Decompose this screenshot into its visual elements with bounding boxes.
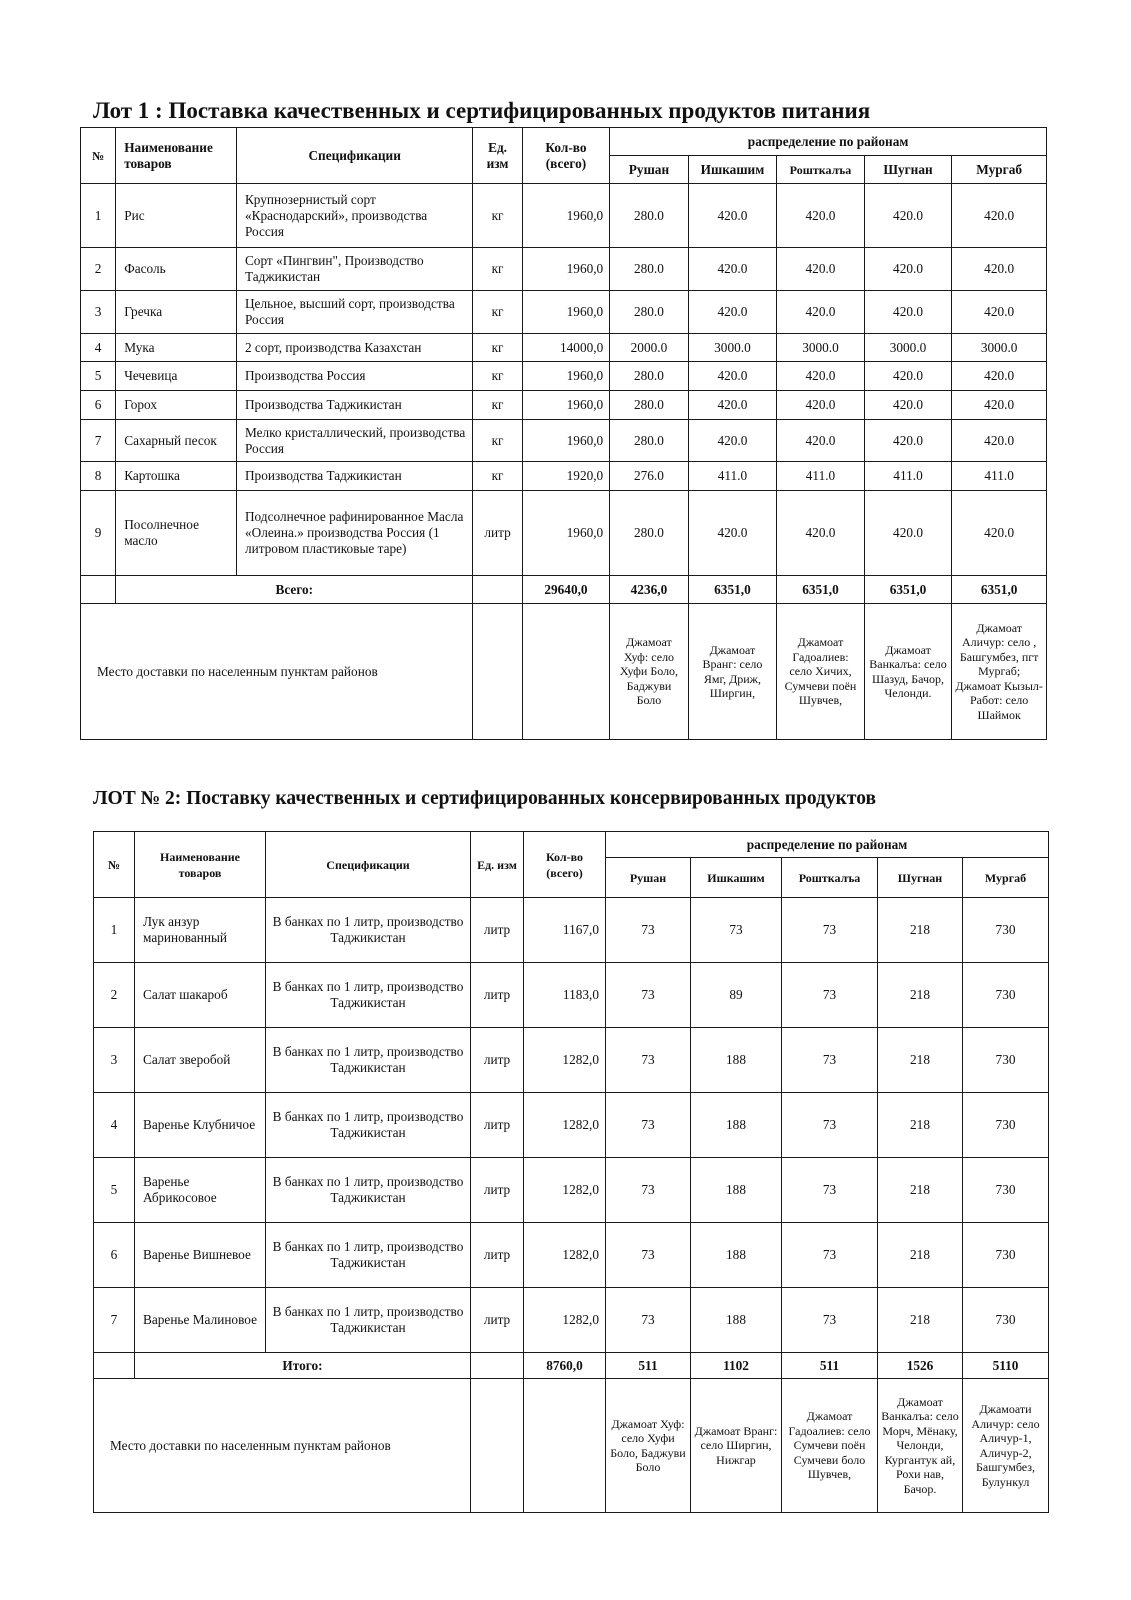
delivery-place: Джамоат Ванкалъа: село Шазуд, Бачор, Челонди. [864, 604, 952, 740]
row-name: Мука [116, 334, 237, 362]
row-dist: 73 [782, 1028, 878, 1093]
row-unit: кг [473, 462, 522, 491]
row-dist: 280.0 [610, 491, 688, 576]
row-spec: Сорт «Пингвин", Производство Таджикистан [236, 248, 472, 291]
row-qty: 1960,0 [522, 291, 610, 334]
row-unit: литр [471, 898, 524, 963]
row-name: Варенье Вишневое [135, 1223, 266, 1288]
header-name: Наименование товаров [135, 832, 266, 898]
row-dist: 730 [963, 1093, 1049, 1158]
row-spec: Мелко кристаллический, производства Россия [236, 420, 472, 462]
row-name: Варенье Клубничое [135, 1093, 266, 1158]
row-dist: 73 [606, 1158, 691, 1223]
row-qty: 1960,0 [522, 362, 610, 391]
row-dist: 73 [606, 1223, 691, 1288]
row-dist: 188 [691, 1158, 782, 1223]
row-dist: 3000.0 [864, 334, 952, 362]
row-dist: 420.0 [952, 248, 1047, 291]
row-dist: 73 [782, 1223, 878, 1288]
row-dist: 420.0 [688, 248, 777, 291]
row-qty: 1960,0 [522, 248, 610, 291]
row-spec: В банках по 1 литр, производство Таджикистан [266, 1223, 471, 1288]
row-qty: 1282,0 [524, 1093, 606, 1158]
row-dist: 73 [606, 963, 691, 1028]
table-row [94, 963, 1049, 1028]
row-dist: 73 [782, 1158, 878, 1223]
row-num: 6 [81, 391, 116, 420]
delivery-empty [522, 604, 610, 740]
row-dist: 188 [691, 1028, 782, 1093]
row-dist: 276.0 [610, 462, 688, 491]
row-dist: 420.0 [952, 184, 1047, 248]
row-dist: 730 [963, 1223, 1049, 1288]
row-dist: 218 [878, 1288, 963, 1353]
row-num: 1 [94, 898, 135, 963]
table-row [81, 491, 1047, 576]
row-spec: Цельное, высший сорт, производства Россия [236, 291, 472, 334]
row-name: Рис [116, 184, 237, 248]
row-num: 5 [94, 1158, 135, 1223]
row-unit: кг [473, 334, 522, 362]
row-name: Варенье Малиновое [135, 1288, 266, 1353]
row-unit: литр [471, 1093, 524, 1158]
row-dist: 420.0 [952, 491, 1047, 576]
table-row [81, 462, 1047, 491]
row-spec: В банках по 1 литр, производство Таджикистан [266, 898, 471, 963]
row-dist: 188 [691, 1288, 782, 1353]
row-dist: 218 [878, 1093, 963, 1158]
row-qty: 1282,0 [524, 1158, 606, 1223]
total-empty [471, 1353, 524, 1379]
header-qty: Кол-во (всего) [522, 128, 610, 184]
row-num: 1 [81, 184, 116, 248]
row-dist: 420.0 [688, 184, 777, 248]
row-num: 2 [94, 963, 135, 1028]
row-spec: Производства Таджикистан [236, 462, 472, 491]
total-dist: 6351,0 [864, 576, 952, 604]
row-dist: 420.0 [864, 420, 952, 462]
header-num: № [94, 832, 135, 898]
row-dist: 420.0 [777, 391, 865, 420]
row-qty: 1282,0 [524, 1288, 606, 1353]
row-dist: 411.0 [777, 462, 865, 491]
total-label: Итого: [135, 1353, 471, 1379]
row-name: Сахарный песок [116, 420, 237, 462]
row-dist: 73 [782, 963, 878, 1028]
table-row [94, 1093, 1049, 1158]
table-row [94, 1158, 1049, 1223]
row-dist: 420.0 [952, 362, 1047, 391]
lot1-title: Лот 1 : Поставка качественных и сертифицированных продуктов питания [93, 98, 871, 123]
row-name: Посолнечное масло [116, 491, 237, 576]
row-dist: 73 [782, 1093, 878, 1158]
row-dist: 280.0 [610, 248, 688, 291]
district-header: Ишкашим [691, 858, 782, 898]
row-dist: 411.0 [688, 462, 777, 491]
row-dist: 411.0 [952, 462, 1047, 491]
row-unit: кг [473, 248, 522, 291]
row-qty: 1282,0 [524, 1223, 606, 1288]
delivery-place: Джамоат Гадоалиев: село Хичих, Сумчеви поён Шувчев, [777, 604, 865, 740]
row-spec: В банках по 1 литр, производство Таджикистан [266, 1158, 471, 1223]
row-dist: 420.0 [952, 420, 1047, 462]
row-dist: 73 [606, 898, 691, 963]
row-unit: литр [471, 1028, 524, 1093]
row-unit: кг [473, 184, 522, 248]
row-dist: 3000.0 [777, 334, 865, 362]
district-header: Мургаб [963, 858, 1049, 898]
delivery-place: Джамоати Аличур: село Аличур-1, Аличур-2, Башгумбез, Булункул [963, 1379, 1049, 1513]
total-dist: 6351,0 [777, 576, 865, 604]
delivery-place: Джамоат Хуф: село Хуфи Боло, Баджуви Боло [606, 1379, 691, 1513]
row-num: 3 [81, 291, 116, 334]
row-dist: 188 [691, 1223, 782, 1288]
row-dist: 420.0 [688, 491, 777, 576]
row-num: 8 [81, 462, 116, 491]
row-name: Гречка [116, 291, 237, 334]
delivery-place: Джамоат Гадоалиев: село Сумчеви поён Сумчеви боло Шувчев, [782, 1379, 878, 1513]
row-dist: 420.0 [952, 391, 1047, 420]
row-name: Картошка [116, 462, 237, 491]
table-row [81, 291, 1047, 334]
row-dist: 420.0 [688, 362, 777, 391]
row-spec: Производства Таджикистан [236, 391, 472, 420]
row-dist: 730 [963, 1158, 1049, 1223]
total-dist: 511 [782, 1353, 878, 1379]
row-unit: кг [473, 391, 522, 420]
total-empty [94, 1353, 135, 1379]
district-header: Рошткалъа [777, 156, 865, 184]
row-qty: 1920,0 [522, 462, 610, 491]
row-dist: 73 [606, 1028, 691, 1093]
delivery-place: Джамоат Вранг: село Шиpгин, Нижгар [691, 1379, 782, 1513]
row-name: Фасоль [116, 248, 237, 291]
row-dist: 420.0 [864, 362, 952, 391]
row-dist: 420.0 [777, 420, 865, 462]
row-dist: 73 [782, 1288, 878, 1353]
header-unit: Ед. изм [473, 128, 522, 184]
row-qty: 14000,0 [522, 334, 610, 362]
row-name: Чечевица [116, 362, 237, 391]
row-dist: 420.0 [688, 420, 777, 462]
row-dist: 420.0 [952, 291, 1047, 334]
district-header: Шугнан [864, 156, 952, 184]
row-name: Салат шакароб [135, 963, 266, 1028]
row-dist: 2000.0 [610, 334, 688, 362]
total-qty: 29640,0 [522, 576, 610, 604]
row-num: 4 [81, 334, 116, 362]
district-header: Рошткалъа [782, 858, 878, 898]
row-dist: 73 [691, 898, 782, 963]
row-qty: 1960,0 [522, 184, 610, 248]
total-label: Всего: [116, 576, 473, 604]
row-dist: 218 [878, 963, 963, 1028]
district-header: Рушан [606, 858, 691, 898]
row-unit: кг [473, 420, 522, 462]
row-num: 7 [94, 1288, 135, 1353]
row-num: 9 [81, 491, 116, 576]
row-dist: 420.0 [688, 391, 777, 420]
row-dist: 280.0 [610, 362, 688, 391]
row-dist: 218 [878, 898, 963, 963]
table-row [94, 1223, 1049, 1288]
row-spec: В банках по 1 литр, производство Таджикистан [266, 1093, 471, 1158]
row-unit: литр [471, 1158, 524, 1223]
row-dist: 73 [606, 1093, 691, 1158]
row-dist: 218 [878, 1223, 963, 1288]
row-dist: 3000.0 [688, 334, 777, 362]
table-row [81, 334, 1047, 362]
row-num: 2 [81, 248, 116, 291]
lot2-title: ЛОТ № 2: Поставку качественных и сертифицированных консервированных продуктов [93, 788, 876, 809]
table-row [94, 1288, 1049, 1353]
delivery-empty [471, 1379, 524, 1513]
row-dist: 411.0 [864, 462, 952, 491]
lot1-table [80, 127, 1047, 740]
row-dist: 73 [782, 898, 878, 963]
row-qty: 1183,0 [524, 963, 606, 1028]
row-spec: Подсолнечное рафинированное Масла «Олеина.» производства Россия (1 литровом пластиковые таре) [236, 491, 472, 576]
row-dist: 218 [878, 1028, 963, 1093]
row-qty: 1960,0 [522, 491, 610, 576]
row-num: 6 [94, 1223, 135, 1288]
total-dist: 6351,0 [688, 576, 777, 604]
total-dist: 1102 [691, 1353, 782, 1379]
total-dist: 511 [606, 1353, 691, 1379]
delivery-row [81, 604, 1047, 740]
row-name: Горох [116, 391, 237, 420]
row-spec: Крупнозернистый сорт «Краснодарский», производства Россия [236, 184, 472, 248]
row-spec: В банках по 1 литр, производство Таджикистан [266, 963, 471, 1028]
total-empty [81, 576, 116, 604]
row-qty: 1167,0 [524, 898, 606, 963]
table-row [81, 362, 1047, 391]
district-header: Мургаб [952, 156, 1047, 184]
row-unit: кг [473, 362, 522, 391]
row-name: Лук анзур маринованный [135, 898, 266, 963]
row-num: 7 [81, 420, 116, 462]
header-distribution: распределение по районам [606, 832, 1049, 858]
row-dist: 89 [691, 963, 782, 1028]
row-name: Салат зверобой [135, 1028, 266, 1093]
row-dist: 730 [963, 1288, 1049, 1353]
row-dist: 280.0 [610, 184, 688, 248]
total-dist: 5110 [963, 1353, 1049, 1379]
row-dist: 420.0 [688, 291, 777, 334]
table-row [81, 420, 1047, 462]
delivery-empty [473, 604, 522, 740]
row-dist: 420.0 [864, 491, 952, 576]
table-row [81, 391, 1047, 420]
district-header: Шугнан [878, 858, 963, 898]
district-header: Рушан [610, 156, 688, 184]
table-row [81, 184, 1047, 248]
row-spec: В банках по 1 литр, производство Таджикистан [266, 1288, 471, 1353]
row-dist: 280.0 [610, 391, 688, 420]
row-dist: 73 [606, 1288, 691, 1353]
row-unit: литр [473, 491, 522, 576]
row-qty: 1282,0 [524, 1028, 606, 1093]
table-row [94, 898, 1049, 963]
row-dist: 3000.0 [952, 334, 1047, 362]
row-dist: 420.0 [777, 248, 865, 291]
row-spec: В банках по 1 литр, производство Таджикистан [266, 1028, 471, 1093]
row-num: 4 [94, 1093, 135, 1158]
row-dist: 730 [963, 963, 1049, 1028]
header-qty: Кол-во (всего) [524, 832, 606, 898]
delivery-place: Джамоат Хуф: село Хуфи Боло, Баджуви Боло [610, 604, 688, 740]
row-dist: 420.0 [864, 248, 952, 291]
row-spec: 2 сорт, производства Казахстан [236, 334, 472, 362]
row-dist: 730 [963, 898, 1049, 963]
delivery-place: Джамоат Аличур: село , Башгумбез, пгт Мургаб; Джамоат Кызыл-Работ: село Шаймок [952, 604, 1047, 740]
row-dist: 730 [963, 1028, 1049, 1093]
delivery-empty [524, 1379, 606, 1513]
row-unit: литр [471, 1223, 524, 1288]
row-num: 3 [94, 1028, 135, 1093]
delivery-place: Джамоат Ванкалъа: село Морч, Мёнаку, Челонди, Кургантук ай, Рохи нав, Бачор. [878, 1379, 963, 1513]
row-spec: Производства Россия [236, 362, 472, 391]
table-row [94, 1028, 1049, 1093]
row-num: 5 [81, 362, 116, 391]
total-row [81, 576, 1047, 604]
header-unit: Ед. изм [471, 832, 524, 898]
total-empty [473, 576, 522, 604]
header-distribution: распределение по районам [610, 128, 1047, 156]
row-dist: 420.0 [864, 184, 952, 248]
total-dist: 6351,0 [952, 576, 1047, 604]
header-num: № [81, 128, 116, 184]
row-dist: 420.0 [864, 291, 952, 334]
row-dist: 420.0 [777, 291, 865, 334]
row-dist: 280.0 [610, 420, 688, 462]
row-unit: литр [471, 963, 524, 1028]
delivery-label: Место доставки по населенным пунктам районов [94, 1379, 471, 1513]
lot2-table [93, 831, 1049, 1513]
row-dist: 188 [691, 1093, 782, 1158]
table-row [81, 248, 1047, 291]
header-name: Наименование товаров [116, 128, 237, 184]
total-dist: 1526 [878, 1353, 963, 1379]
row-dist: 420.0 [777, 491, 865, 576]
header-spec: Спецификации [266, 832, 471, 898]
delivery-place: Джамоат Вранг: село Ямг, Дриж, Шиpгин, [688, 604, 777, 740]
header-spec: Спецификации [236, 128, 472, 184]
row-qty: 1960,0 [522, 391, 610, 420]
row-dist: 420.0 [777, 362, 865, 391]
total-dist: 4236,0 [610, 576, 688, 604]
row-unit: литр [471, 1288, 524, 1353]
delivery-label: Место доставки по населенным пунктам районов [81, 604, 473, 740]
row-dist: 420.0 [864, 391, 952, 420]
row-dist: 218 [878, 1158, 963, 1223]
row-dist: 280.0 [610, 291, 688, 334]
row-qty: 1960,0 [522, 420, 610, 462]
delivery-row [94, 1379, 1049, 1513]
district-header: Ишкашим [688, 156, 777, 184]
row-dist: 420.0 [777, 184, 865, 248]
row-name: Варенье Абрикосовое [135, 1158, 266, 1223]
total-row [94, 1353, 1049, 1379]
total-qty: 8760,0 [524, 1353, 606, 1379]
row-unit: кг [473, 291, 522, 334]
